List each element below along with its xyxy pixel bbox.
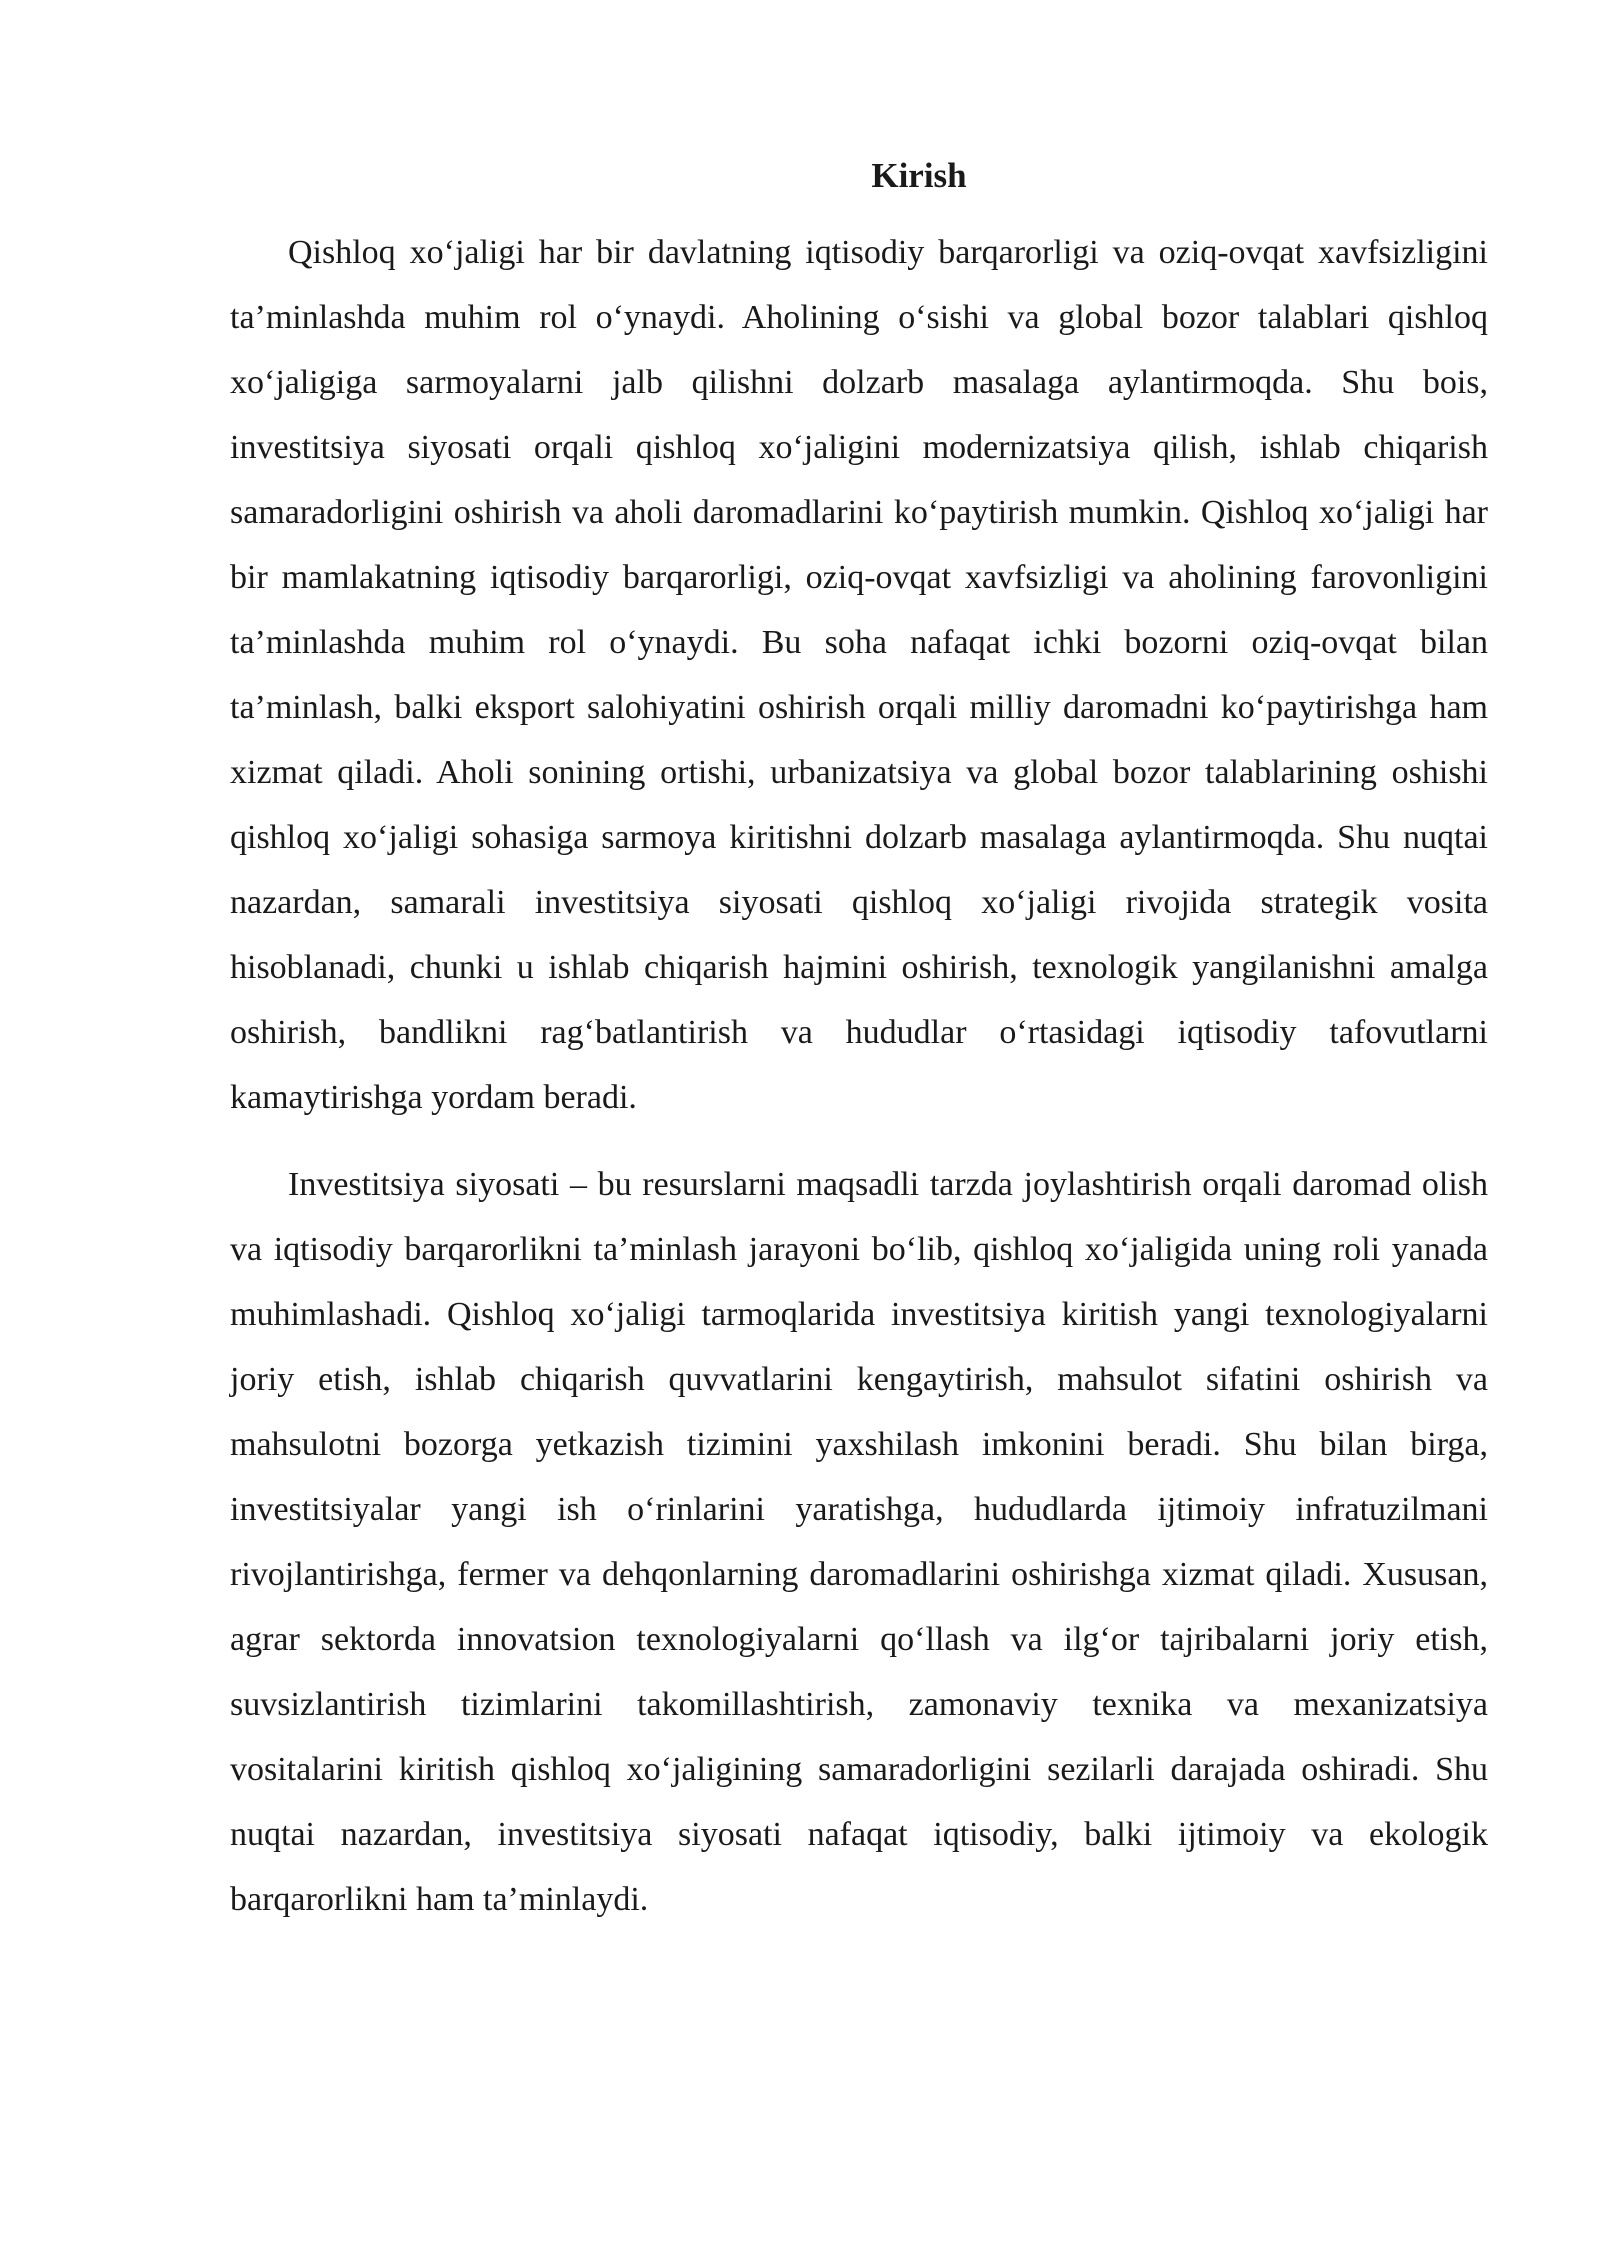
paragraph-2: Investitsiya siyosati – bu resurslarni maqsadli tarzda joylashtirish orqali daromad olish va iqtisodiy barqarorlikni ta’minlash jarayoni bo‘lib, qishloq xo‘jaligida uning roli yanada muhimlashadi. Qishloq xo‘jaligi tarmoqlarida investitsiya kiritish yangi texnologiyalarni joriy etish, ishlab chiqarish quvvatlarini kengaytirish, mahsulot sifatini oshirish va mahsulotni bozorga yetkazish tizimini yaxshilash imkonini beradi. Shu bilan birga, investitsiyalar yangi ish o‘rinlarini yaratishga, hududlarda ijtimoiy infratuzilmani rivojlantirishga, fermer va dehqonlarning daromadlarini oshirishga xizmat qiladi. Xususan, agrar sektorda innovatsion texnologiyalarni qo‘llash va ilg‘or tajribalarni joriy etish, suvsizlantirish tizimlarini takomillashtirish, zamonaviy texnika va mexanizatsiya vositalarini kiritish qishloq xo‘jaligining samaradorligini sezilarli darajada oshiradi. Shu nuqtai nazardan, investitsiya siyosati nafaqat iqtisodiy, balki ijtimoiy va ekologik barqarorlikni ham ta’minlaydi. xyxy=(230,1166,1488,1918)
paragraph-1: Qishloq xo‘jaligi har bir davlatning iqtisodiy barqarorligi va oziq-ovqat xavfsizligini ta’minlashda muhim rol o‘ynaydi. Aholining o‘sishi va global bozor talablari qishloq xo‘jaligiga sarmoyalarni jalb qilishni dolzarb masalaga aylantirmoqda. Shu bois, investitsiya siyosati orqali qishloq xo‘jaligini modernizatsiya qilish, ishlab chiqarish samaradorligini oshirish va aholi daromadlarini ko‘paytirish mumkin. Qishloq xo‘jaligi har bir mamlakatning iqtisodiy barqarorligi, oziq-ovqat xavfsizligi va aholining farovonligini ta’minlashda muhim rol o‘ynaydi. Bu soha nafaqat ichki bozorni oziq-ovqat bilan ta’minlash, balki eksport salohiyatini oshirish orqali milliy daromadni ko‘paytirishga ham xizmat qiladi. Aholi sonining ortishi, urbanizatsiya va global bozor talablarining oshishi qishloq xo‘jaligi sohasiga sarmoya kiritishni dolzarb masalaga aylantirmoqda. Shu nuqtai nazardan, samarali investitsiya siyosati qishloq xo‘jaligi rivojida strategik vosita hisoblanadi, chunki u ishlab chiqarish hajmini oshirish, texnologik yangilanishni amalga oshirish, bandlikni rag‘batlantirish va hududlar o‘rtasidagi iqtisodiy tafovutlarni kamaytirishga yordam beradi. xyxy=(230,234,1488,1116)
document-body xyxy=(230,148,1488,1932)
section-title: Kirish xyxy=(871,156,967,195)
